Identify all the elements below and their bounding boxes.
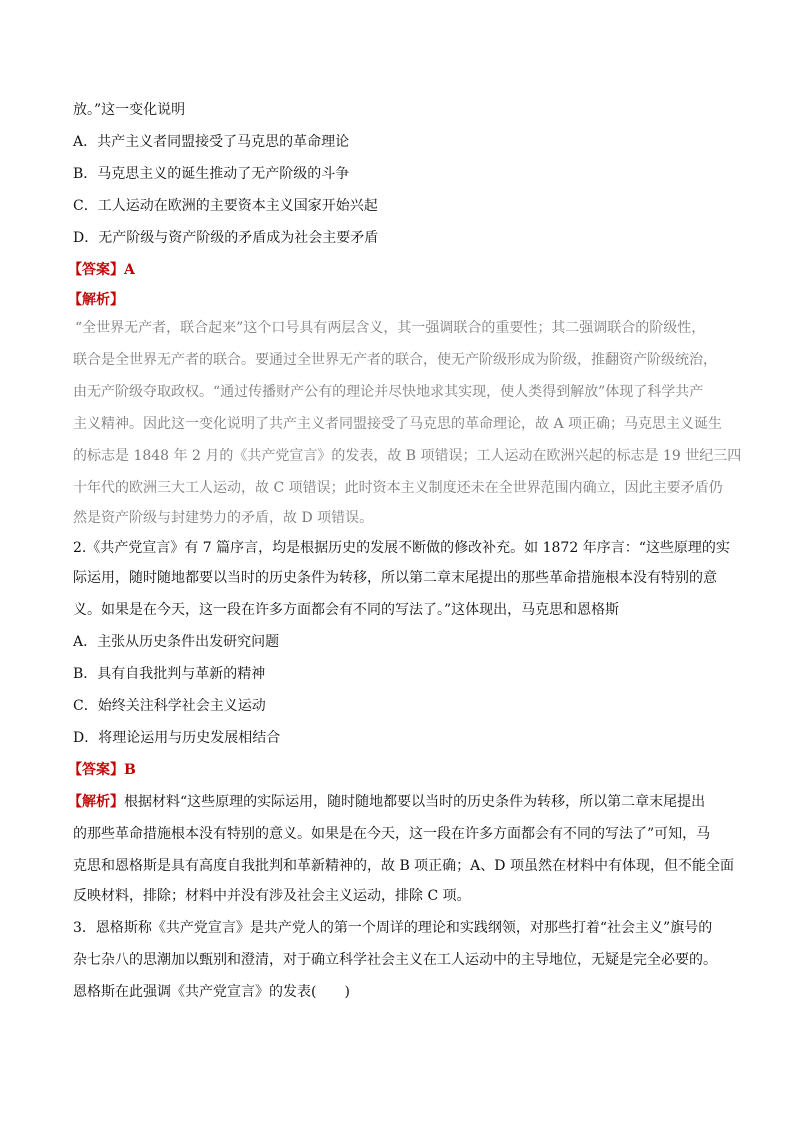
q1-analysis-line: 的标志是 1848 年 2 月的《共产党宣言》的发表，故 B 项错误；工人运动在欧洲兴起的标志是 19 世纪三四 xyxy=(73,448,742,464)
q2-analysis-first xyxy=(68,792,705,812)
q1-answer-value: A xyxy=(124,262,135,278)
q2-stem-line: 际运用，随时随地都要以当时的历史条件为转移，所以第二章末尾提出的那些革命措施根本没有特别的意 xyxy=(73,570,717,586)
q2-stem-line: 2.《共产党宣言》有 7 篇序言，均是根据历史的发展不断做的修改补充。如 1872 年序言：“这些原理的实 xyxy=(73,540,730,556)
q2-option-d: D．将理论运用与历史发展相结合 xyxy=(73,730,281,746)
q2-answer xyxy=(68,760,136,780)
q1-analysis-line: 主义精神。因此这一变化说明了共产主义者同盟接受了马克思的革命理论，故 A 项正确；马克思主义诞生 xyxy=(73,416,723,432)
q2-analysis-label: 【解析】 xyxy=(68,794,124,810)
q1-analysis-line: “全世界无产者，联合起来”这个口号具有两层含义，其一强调联合的重要性；其二强调联合的阶级性， xyxy=(75,320,706,336)
q1-answer-label: 【答案】 xyxy=(68,262,124,278)
q1-analysis-line: 由无产阶级夺取政权。“通过传播财产公有的理论并尽快地求其实现，使人类得到解放”体现了科学共产 xyxy=(73,384,704,400)
q1-analysis-line: 然是资产阶级与封建势力的矛盾，故 D 项错误。 xyxy=(73,510,374,526)
q2-answer-label: 【答案】 xyxy=(68,762,124,778)
q2-option-a: A．主张从历史条件出发研究问题 xyxy=(73,634,280,650)
q2-option-c: C．始终关注科学社会主义运动 xyxy=(73,698,266,714)
q1-option-c: C．工人运动在欧洲的主要资本主义国家开始兴起 xyxy=(73,198,378,214)
q3-stem-line: 杂七杂八的思潮加以甄别和澄清，对于确立科学社会主义在工人运动中的主导地位，无疑是完全必要的。 xyxy=(73,952,717,968)
q2-analysis-line: 克思和恩格斯是具有高度自我批判和革新精神的，故 B 项正确；A、D 项虽然在材料中有体现，但不能全面 xyxy=(73,858,734,874)
q2-analysis-line: 的那些革命措施根本没有特别的意义。如果是在今天，这一段在许多方面都会有不同的写法了”可知，马 xyxy=(73,826,711,842)
q2-stem-line: 义。如果是在今天，这一段在许多方面都会有不同的写法了。”这体现出，马克思和恩格斯 xyxy=(73,602,620,618)
q2-analysis-line: 根据材料“这些原理的实际运用，随时随地都要以当时的历史条件为转移，所以第二章末尾提出 xyxy=(124,794,706,810)
q3-stem-line: 恩格斯在此强调《共产党宣言》的发表( ) xyxy=(73,984,350,1000)
q1-analysis-line: 十年代的欧洲三大工人运动，故 C 项错误；此时资本主义制度还未在全世界范围内确立，因此主要矛盾仍 xyxy=(73,480,723,496)
q1-stem-tail: 放。”这一变化说明 xyxy=(73,102,186,118)
q1-option-d: D．无产阶级与资产阶级的矛盾成为社会主要矛盾 xyxy=(73,230,379,246)
q1-analysis-line: 联合是全世界无产者的联合。要通过全世界无产者的联合，使无产阶级形成为阶级，推翻资产阶级统治， xyxy=(73,352,717,368)
q3-stem-line: 3．恩格斯称《共产党宣言》是共产党人的第一个周详的理论和实践纲领，对那些打着“社会主义”旗号的 xyxy=(73,920,713,936)
q1-answer xyxy=(68,260,135,280)
q1-option-a: A．共产主义者同盟接受了马克思的革命理论 xyxy=(73,134,350,150)
q1-option-b: B．马克思主义的诞生推动了无产阶级的斗争 xyxy=(73,166,350,182)
q2-answer-value: B xyxy=(124,762,136,778)
q1-analysis-label: 【解析】 xyxy=(68,292,124,308)
q2-option-b: B．具有自我批判与革新的精神 xyxy=(73,666,266,682)
q2-analysis-line: 反映材料，排除；材料中并没有涉及社会主义运动，排除 C 项。 xyxy=(73,888,471,904)
